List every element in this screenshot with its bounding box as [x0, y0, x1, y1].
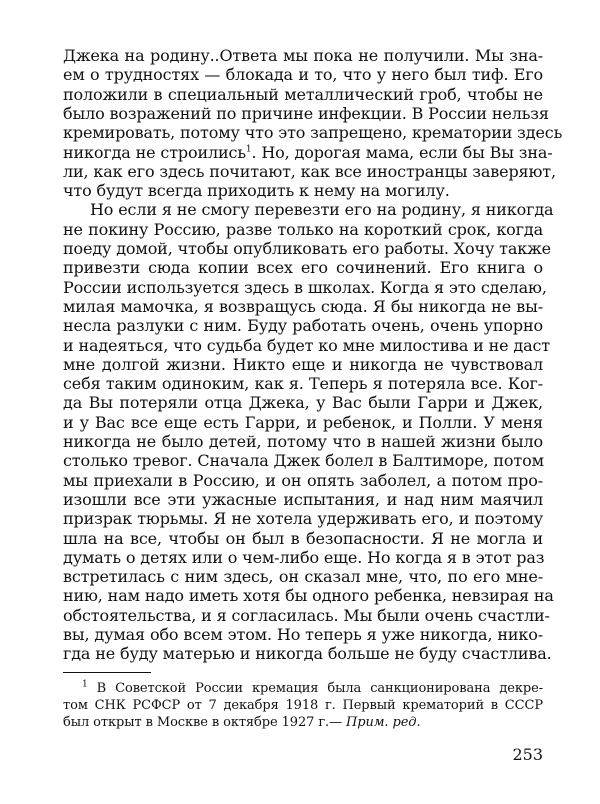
footnote-text: был открыт в Москве в октябре 1927 г.— — [63, 715, 347, 730]
body-line: обстоятельства, и я согласилась. Мы были очень счастли- — [63, 605, 550, 625]
body-line: ли, как его здесь почитают, как все иностранцы заверяют, — [63, 161, 556, 181]
body-line: изошли все эти ужасные испытания, и над ним маячил — [63, 489, 543, 509]
footnote-line: том СНК РСФСР от 7 декабря 1918 г. Первый крематорий в СССР — [63, 698, 543, 713]
body-line: гда не буду матерью и никогда больше не буду счастлива. — [63, 644, 552, 664]
body-line-text: . Но, дорогая мама, если бы Вы зна- — [251, 142, 553, 162]
body-line: несла разлуки с ним. Буду работать очень, очень упорно — [63, 316, 543, 336]
footnote-line — [63, 714, 543, 731]
body-line: вы, думая обо всем этом. Но теперь я уже никогда, нико- — [63, 625, 543, 644]
editor-note-label: Прим. ред. — [346, 715, 421, 730]
body-line: не покину Россию, разве только на короткий срок, когда — [63, 219, 543, 239]
body-line: встретилась с ним здесь, он сказал мне, что, по его мне- — [63, 567, 543, 587]
body-line: поеду домой, чтобы опубликовать его работы. Хочу также — [63, 239, 551, 258]
body-line: столько тревог. Сначала Джек болел в Балтиморе, потом — [63, 451, 544, 471]
body-line: Джека на родину..Ответа мы пока не получили. Мы зна- — [63, 46, 543, 65]
body-line-with-footnote-ref — [63, 142, 553, 163]
body-line: России используется здесь в школах. Когда я это сделаю, — [63, 277, 547, 297]
page-number: 253 — [512, 745, 543, 764]
body-line: милая мамочка, я возвращусь сюда. Я бы никогда не вы- — [63, 296, 543, 316]
body-line-text: никогда не строились — [63, 142, 246, 162]
body-line: себя таким одиноким, как я. Теперь я потеряла все. Ког- — [63, 374, 543, 394]
body-line: положили в специальный металлический гроб, чтобы не — [63, 84, 543, 104]
footnote-separator-rule — [63, 672, 151, 673]
body-line: привезти сюда копии всех его сочинений. Его книга о — [63, 258, 543, 278]
body-line: кремировать, потому что это запрещено, крематории здесь — [63, 123, 563, 143]
body-line: было возражений по причине инфекции. В России нельзя — [63, 103, 549, 123]
paragraph-start-line: Но если я не смогу перевезти его на родину, я никогда — [90, 200, 554, 220]
body-line: мы приехали в Россию, и он опять заболел, а потом про- — [63, 470, 543, 490]
footnote-marker: 1 — [82, 679, 88, 690]
footnote-reference-marker: 1 — [245, 144, 252, 155]
body-line: и надеяться, что судьба будет ко мне милостива и не даст — [63, 335, 550, 355]
body-line: шла на все, чтобы он был в безопасности. Я не могла и — [63, 528, 543, 548]
footnote-line — [82, 680, 543, 697]
body-line: нию, нам надо иметь хотя бы одного ребенка, невзирая на — [63, 586, 554, 606]
body-line: думать о детях или о чем-либо еще. Но когда я в этот раз — [63, 547, 545, 567]
body-line: никогда не было детей, потому что в нашей жизни было — [63, 432, 543, 451]
body-line: и у Вас все еще есть Гарри, и ребенок, и Полли. У меня — [63, 412, 543, 432]
body-line: призрак тюрьмы. Я не хотела удерживать его, и поэтому — [63, 509, 543, 529]
body-line: да Вы потеряли отца Джека, у Вас были Гарри и Джек, — [63, 393, 543, 413]
body-line: мне долгой жизни. Никто еще и никогда не чувствовал — [63, 354, 543, 374]
footnote-text: В Советской России кремация была санкционирована декре- — [96, 681, 543, 696]
body-line: что будут всегда приходить к нему на могилу. — [63, 181, 450, 201]
body-line: ем о трудностях — блокада и то, что у него был тиф. Его — [63, 65, 543, 85]
